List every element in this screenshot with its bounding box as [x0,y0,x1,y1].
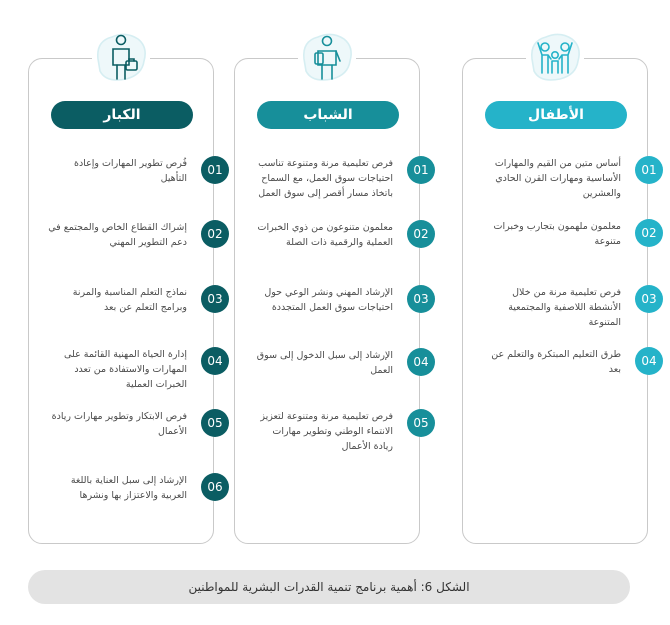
item-number: 02 [635,219,663,247]
item-number: 02 [201,220,229,248]
children-icon [526,29,584,85]
item-text: معلمون ملهمون بتجارب وخبرات متنوعة [493,221,621,247]
item-number: 03 [635,285,663,313]
column-title: الكبار [51,101,193,129]
item-number: 03 [201,285,229,313]
item-number: 05 [201,409,229,437]
item-number: 01 [201,156,229,184]
item-number: 04 [407,348,435,376]
figure-caption: الشكل 6: أهمية برنامج تنمية القدرات البشرية للمواطنين [28,570,630,604]
column-children [462,58,657,544]
item-text: الإرشاد المهني ونشر الوعي حول احتياجات سوق العمل المتجددة [264,287,393,313]
column-adults [28,58,223,544]
item-text: طرق التعليم المبتكرة والتعلم عن بعد [491,349,621,375]
item-text: فرص الابتكار وتطوير مهارات ريادة الأعمال [51,411,187,437]
adult-worker-icon [92,29,150,85]
item-number: 01 [407,156,435,184]
item-number: 06 [201,473,229,501]
item-text: أساس متين من القيم والمهارات الأساسية ومهارات القرن الحادي والعشرين [494,158,621,199]
item-number: 02 [407,220,435,248]
item-text: فُرص تطوير المهارات وإعادة التأهيل [73,158,187,184]
item-number: 04 [635,347,663,375]
item-text: الإرشاد إلى سبل الدخول إلى سوق العمل [256,350,393,376]
item-text: فرص تعليمية مرنة من خلال الأنشطة اللاصفية والمجتمعية المتنوعة [508,287,621,328]
item-number: 03 [407,285,435,313]
item-text: فرص تعليمية مرنة ومتنوعة تناسب احتياجات سوق العمل، مع السماح باتخاذ مسار أقصر إلى سوق العمل [258,158,393,199]
item-number: 04 [201,347,229,375]
item-text: إشراك القطاع الخاص والمجتمع في دعم التطوير المهني [48,222,187,248]
item-text: الإرشاد إلى سبل العناية باللغة العربية والاعتزاز بها ونشرها [70,475,187,501]
column-youth [234,58,429,544]
column-title: الأطفال [485,101,627,129]
student-icon [298,29,356,85]
item-text: فرص تعليمية مرنة ومتنوعة لتعزيز الانتماء الوطني وتطوير مهارات ريادة الأعمال [260,411,393,452]
item-text: معلمون متنوعون من ذوي الخبرات العملية والرقمية ذات الصلة [257,222,393,248]
item-number: 01 [635,156,663,184]
item-number: 05 [407,409,435,437]
item-text: نماذج التعلم المناسبة والمرنة وبرامج التعلم عن بعد [72,287,187,313]
column-title: الشباب [257,101,399,129]
item-text: إدارة الحياة المهنية القائمة على المهارات والاستفادة من تعدد الخبرات العملية [64,349,187,390]
